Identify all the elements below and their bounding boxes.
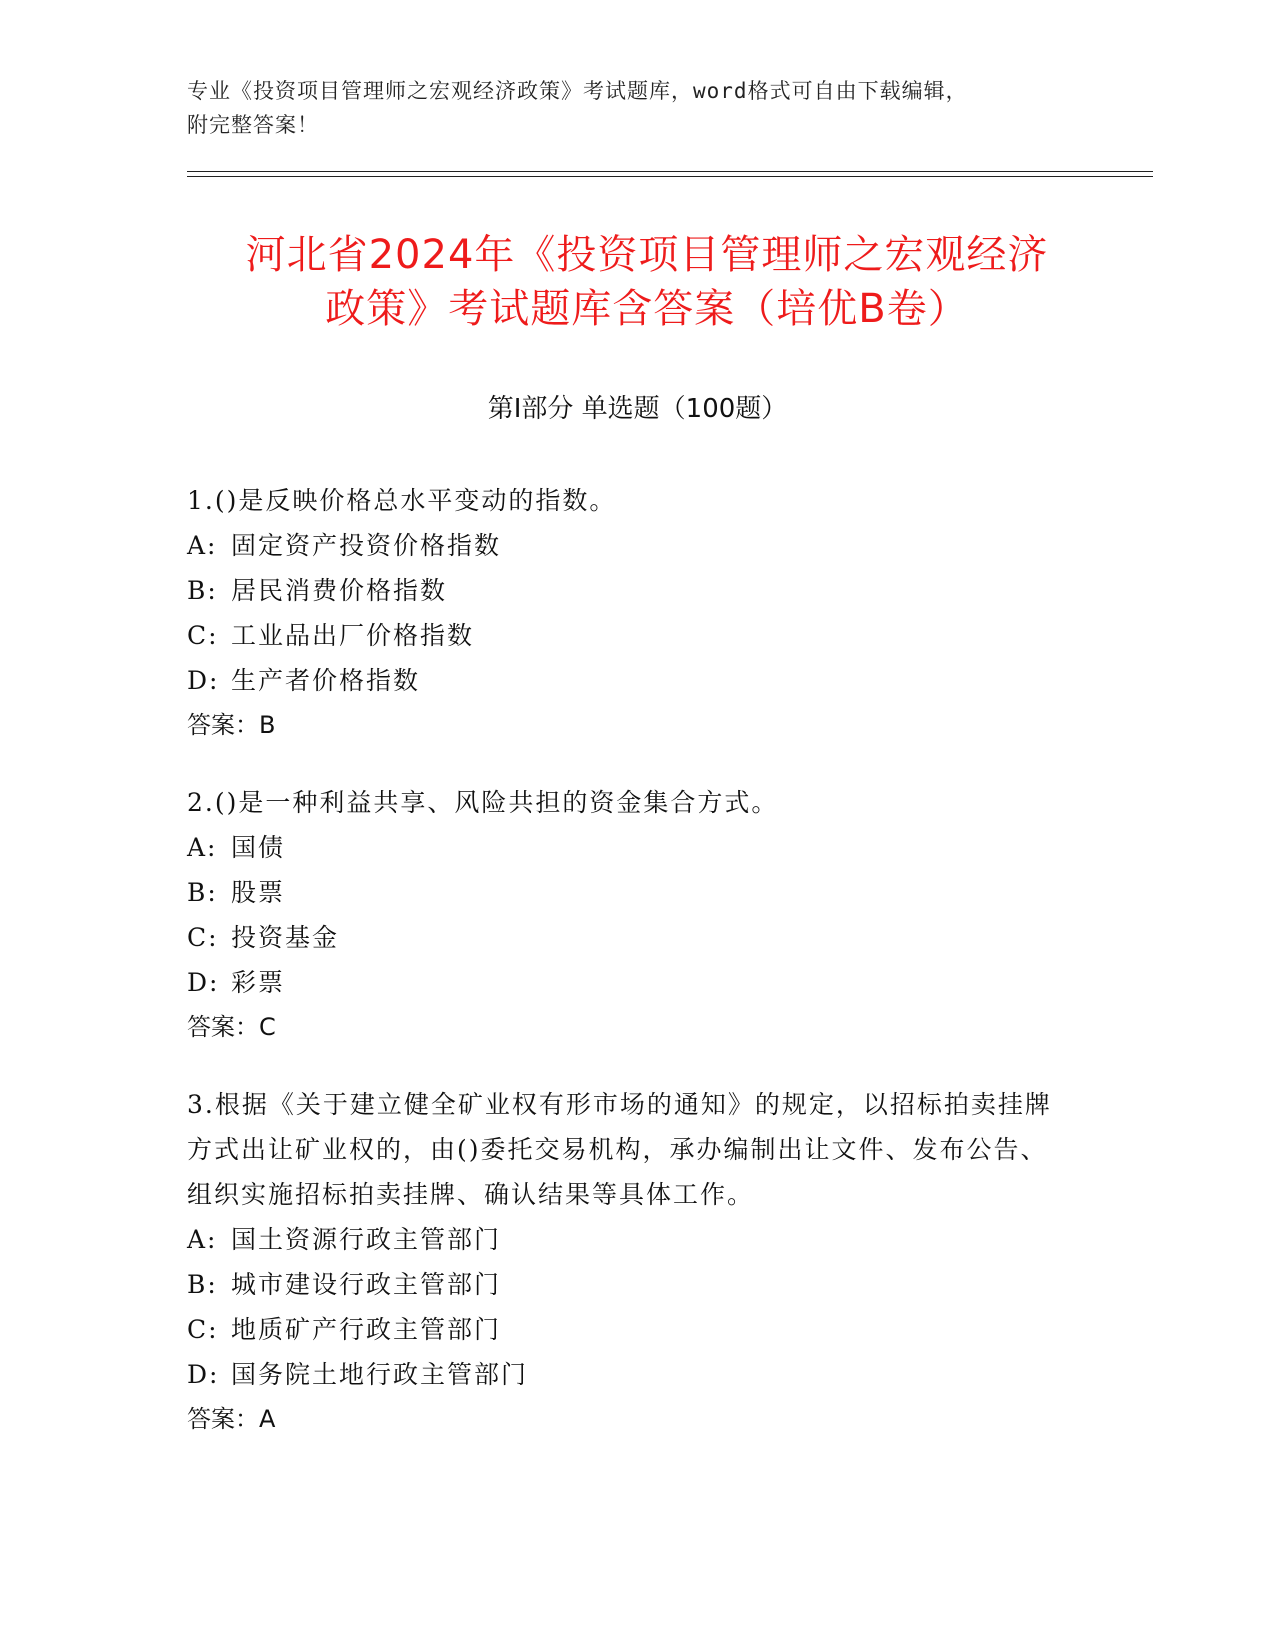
option-letter: A:: [187, 833, 218, 862]
option-text: 国债: [231, 833, 286, 862]
answer-line: 答案：A: [187, 1405, 276, 1433]
option-text: 股票: [231, 878, 286, 907]
option-c: [187, 915, 1067, 960]
option-d: [187, 658, 1067, 703]
option-c: [187, 1307, 1067, 1352]
option-c: [187, 613, 1067, 658]
option-b: [187, 568, 1067, 613]
question-2: [187, 780, 1067, 1050]
option-b: [187, 870, 1067, 915]
question-stem: 1.()是反映价格总水平变动的指数。: [187, 486, 617, 515]
option-text: 投资基金: [231, 923, 340, 952]
option-a: [187, 523, 1067, 568]
question-list: [187, 478, 1067, 1474]
option-text: 国土资源行政主管部门: [231, 1225, 502, 1254]
question-3: [187, 1082, 1067, 1442]
answer-line: 答案：C: [187, 1013, 276, 1041]
header-note-line-1: 专业《投资项目管理师之宏观经济政策》考试题库，word格式可自由下载编辑，: [187, 79, 968, 103]
option-letter: D:: [187, 1360, 220, 1389]
option-letter: D:: [187, 968, 220, 997]
option-d: [187, 1352, 1067, 1397]
option-letter: C:: [187, 621, 219, 650]
question-stem: 3.根据《关于建立健全矿业权有形市场的通知》的规定，以招标拍卖挂牌方式出让矿业权的，由()委托交易机构，承办编制出让文件、发布公告、组织实施招标拍卖挂牌、确认结果等具体工作。: [187, 1090, 1052, 1209]
option-letter: B:: [187, 576, 218, 605]
header-note: [187, 74, 1087, 142]
option-d: [187, 960, 1067, 1005]
option-text: 国务院土地行政主管部门: [231, 1360, 529, 1389]
option-letter: A:: [187, 1225, 218, 1254]
header-note-line-2: 附完整答案！: [187, 113, 319, 137]
document-title-line-2: 政策》考试题库含答案（培优B卷）: [325, 286, 969, 332]
option-text: 城市建设行政主管部门: [231, 1270, 502, 1299]
question-1: [187, 478, 1067, 748]
option-b: [187, 1262, 1067, 1307]
option-text: 地质矿产行政主管部门: [231, 1315, 502, 1344]
option-letter: B:: [187, 1270, 218, 1299]
option-text: 生产者价格指数: [231, 666, 421, 695]
option-letter: C:: [187, 1315, 219, 1344]
option-letter: C:: [187, 923, 219, 952]
option-text: 工业品出厂价格指数: [231, 621, 475, 650]
option-letter: B:: [187, 878, 218, 907]
option-letter: A:: [187, 531, 218, 560]
document-title: [187, 228, 1107, 336]
option-a: [187, 825, 1067, 870]
option-text: 彩票: [231, 968, 286, 997]
answer-line: 答案：B: [187, 711, 276, 739]
option-text: 固定资产投资价格指数: [231, 531, 502, 560]
question-stem: 2.()是一种利益共享、风险共担的资金集合方式。: [187, 788, 779, 817]
option-letter: D:: [187, 666, 220, 695]
section-title: 第Ⅰ部分 单选题（100题）: [487, 394, 788, 424]
document-title-line-1: 河北省2024年《投资项目管理师之宏观经济: [245, 232, 1049, 278]
option-a: [187, 1217, 1067, 1262]
option-text: 居民消费价格指数: [231, 576, 448, 605]
header-rule-lower: [187, 176, 1153, 177]
header-rule-upper: [187, 171, 1153, 172]
